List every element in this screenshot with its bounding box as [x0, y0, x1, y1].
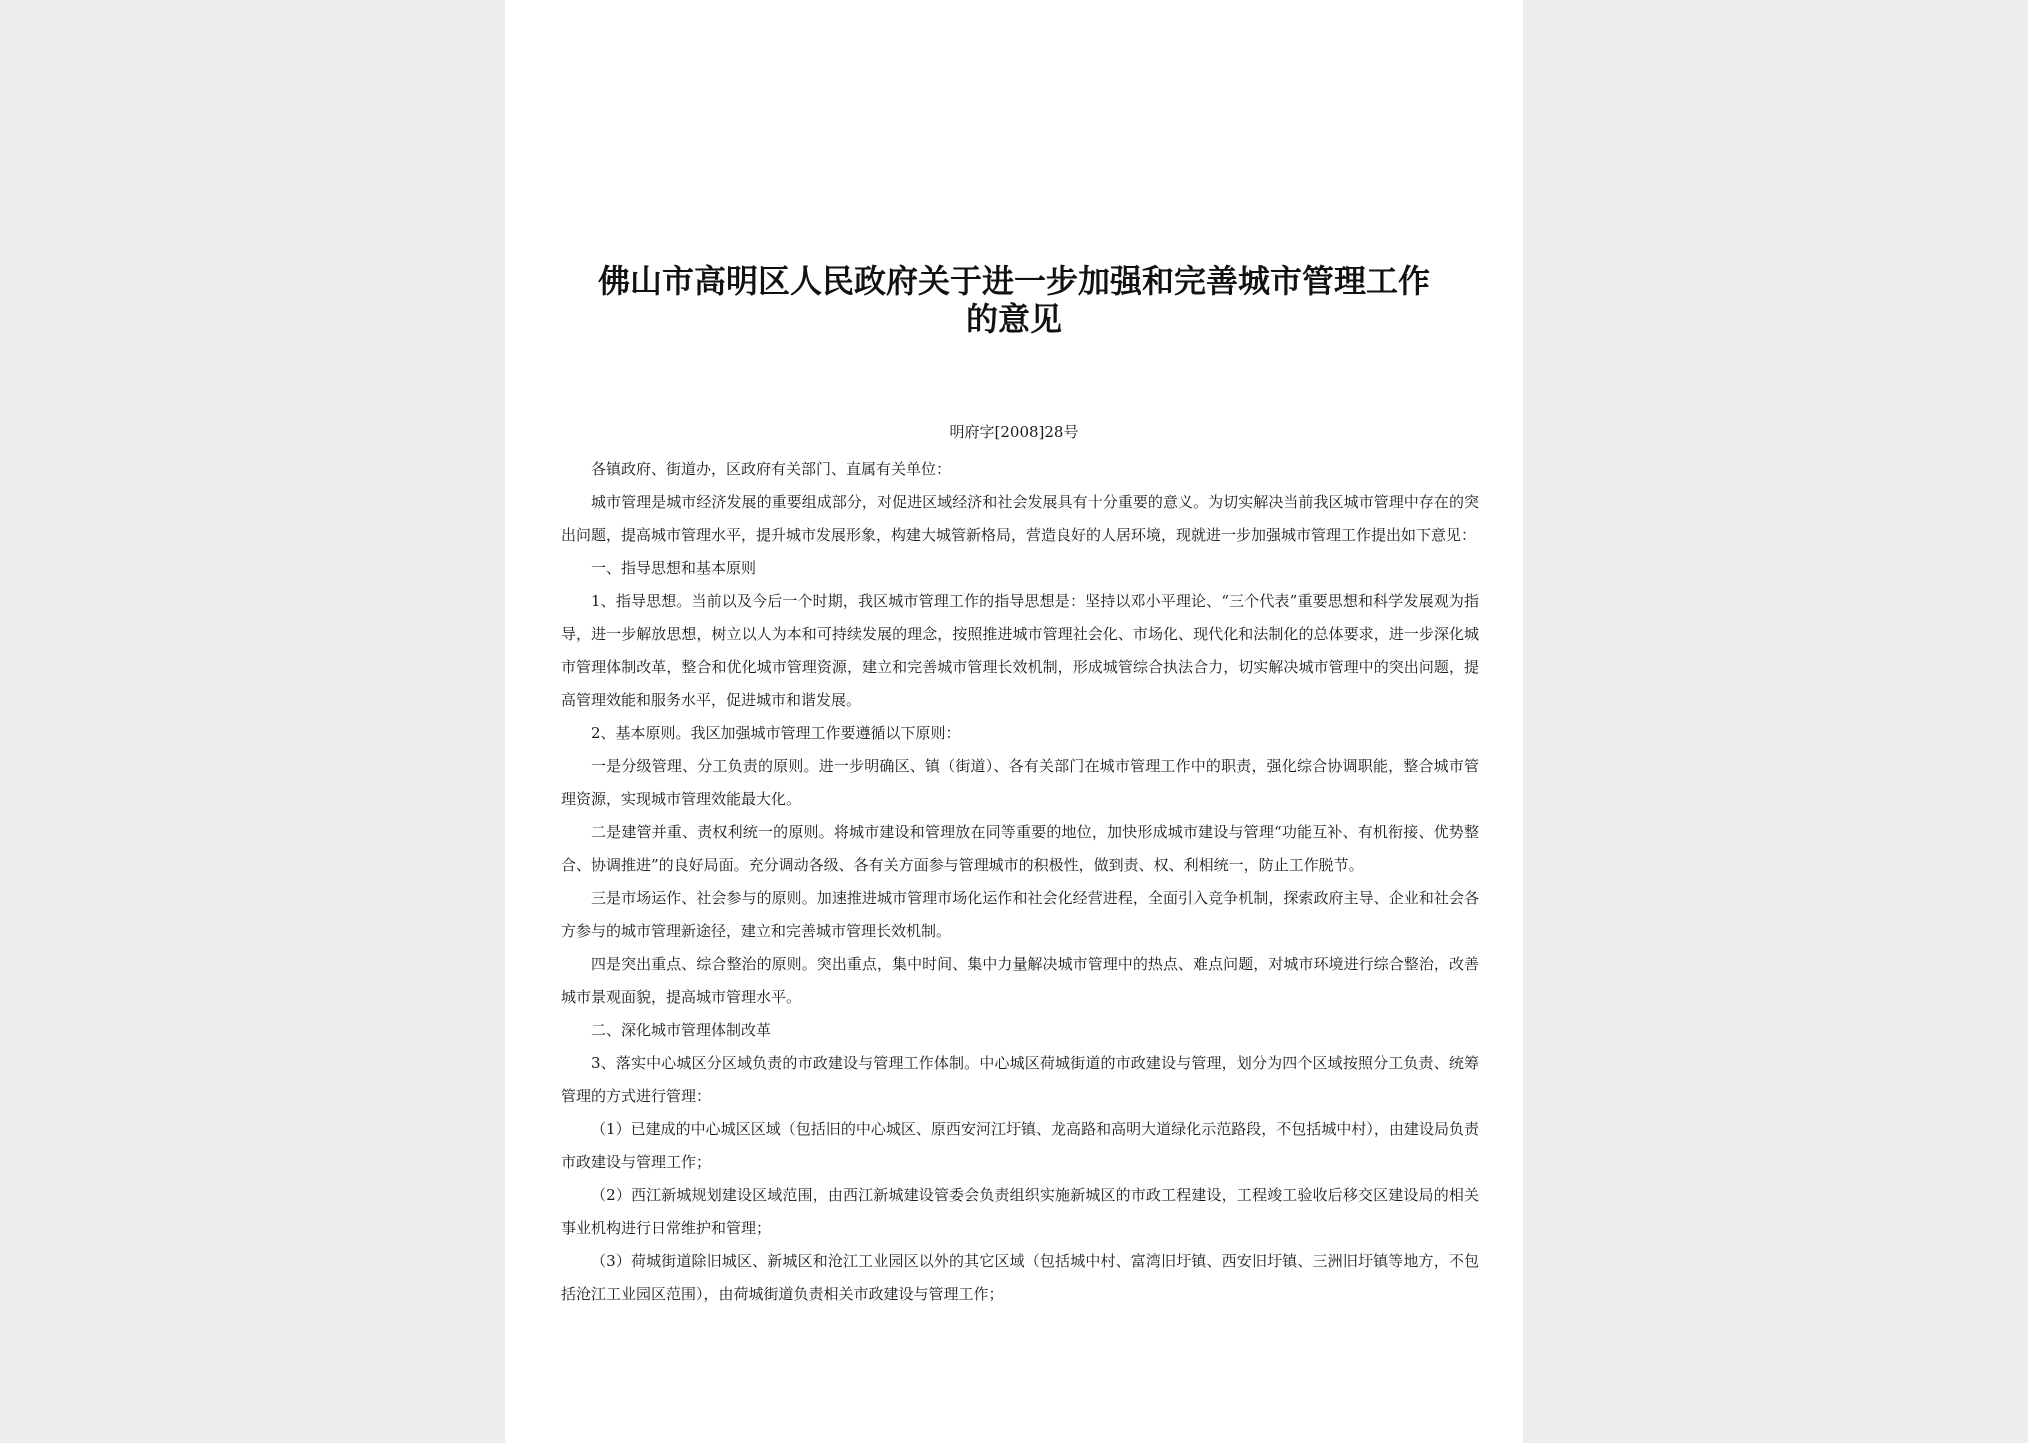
document-number: 明府字[2008]28号 [949, 423, 1079, 441]
document-page [505, 0, 1523, 1443]
paragraph: 3、落实中心城区分区域负责的市政建设与管理工作体制。中心城区荷城街道的市政建设与管理，划分为四个区域按照分工负责、统筹管理的方式进行管理： [561, 1054, 1479, 1105]
section-heading: 一、指导思想和基本原则 [591, 559, 757, 577]
paragraph: 一是分级管理、分工负责的原则。进一步明确区、镇（街道）、各有关部门在城市管理工作中的职责，强化综合协调职能，整合城市管理资源，实现城市管理效能最大化。 [561, 757, 1479, 808]
section-heading: 二、深化城市管理体制改革 [591, 1021, 772, 1039]
list-item: （3）荷城街道除旧城区、新城区和沧江工业园区以外的其它区域（包括城中村、富湾旧圩镇、西安旧圩镇、三洲旧圩镇等地方，不包括沧江工业园区范围），由荷城街道负责相关市政建设与管理工作； [561, 1252, 1479, 1303]
paragraph: 二是建管并重、责权利统一的原则。将城市建设和管理放在同等重要的地位，加快形成城市建设与管理“功能互补、有机衔接、优势整合、协调推进”的良好局面。充分调动各级、各有关方面参与管理城市的积极性，做到责、权、利相统一，防止工作脱节。 [561, 823, 1479, 874]
salutation: 各镇政府、街道办，区政府有关部门、直属有关单位： [591, 460, 952, 478]
paragraph: 三是市场运作、社会参与的原则。加速推进城市管理市场化运作和社会化经营进程，全面引入竞争机制，探索政府主导、企业和社会各方参与的城市管理新途径，建立和完善城市管理长效机制。 [561, 889, 1479, 940]
paragraph: 四是突出重点、综合整治的原则。突出重点，集中时间、集中力量解决城市管理中的热点、难点问题，对城市环境进行综合整治，改善城市景观面貌，提高城市管理水平。 [561, 955, 1479, 1006]
paragraph: 2、基本原则。我区加强城市管理工作要遵循以下原则： [591, 724, 961, 742]
paragraph: 1、指导思想。当前以及今后一个时期，我区城市管理工作的指导思想是：坚持以邓小平理论、“三个代表”重要思想和科学发展观为指导，进一步解放思想，树立以人为本和可持续发展的理念，按照推进城市管理社会化、市场化、现代化和法制化的总体要求，进一步深化城市管理体制改革，整合和优化城市管理资源，建立和完善城市管理长效机制，形成城管综合执法合力，切实解决城市管理中的突出问题，提高管理效能和服务水平，促进城市和谐发展。 [561, 592, 1479, 709]
document-body [561, 453, 1479, 1311]
document-title: 佛山市高明区人民政府关于进一步加强和完善城市管理工作的意见 [597, 262, 1430, 338]
list-item: （2）西江新城规划建设区域范围，由西江新城建设管委会负责组织实施新城区的市政工程建设，工程竣工验收后移交区建设局的相关事业机构进行日常维护和管理； [561, 1186, 1479, 1237]
paragraph: 城市管理是城市经济发展的重要组成部分，对促进区域经济和社会发展具有十分重要的意义。为切实解决当前我区城市管理中存在的突出问题，提高城市管理水平，提升城市发展形象，构建大城管新格局，营造良好的人居环境，现就进一步加强城市管理工作提出如下意见： [561, 493, 1479, 544]
list-item: （1）已建成的中心城区区域（包括旧的中心城区、原西安河江圩镇、龙高路和高明大道绿化示范路段，不包括城中村），由建设局负责市政建设与管理工作； [561, 1120, 1479, 1171]
